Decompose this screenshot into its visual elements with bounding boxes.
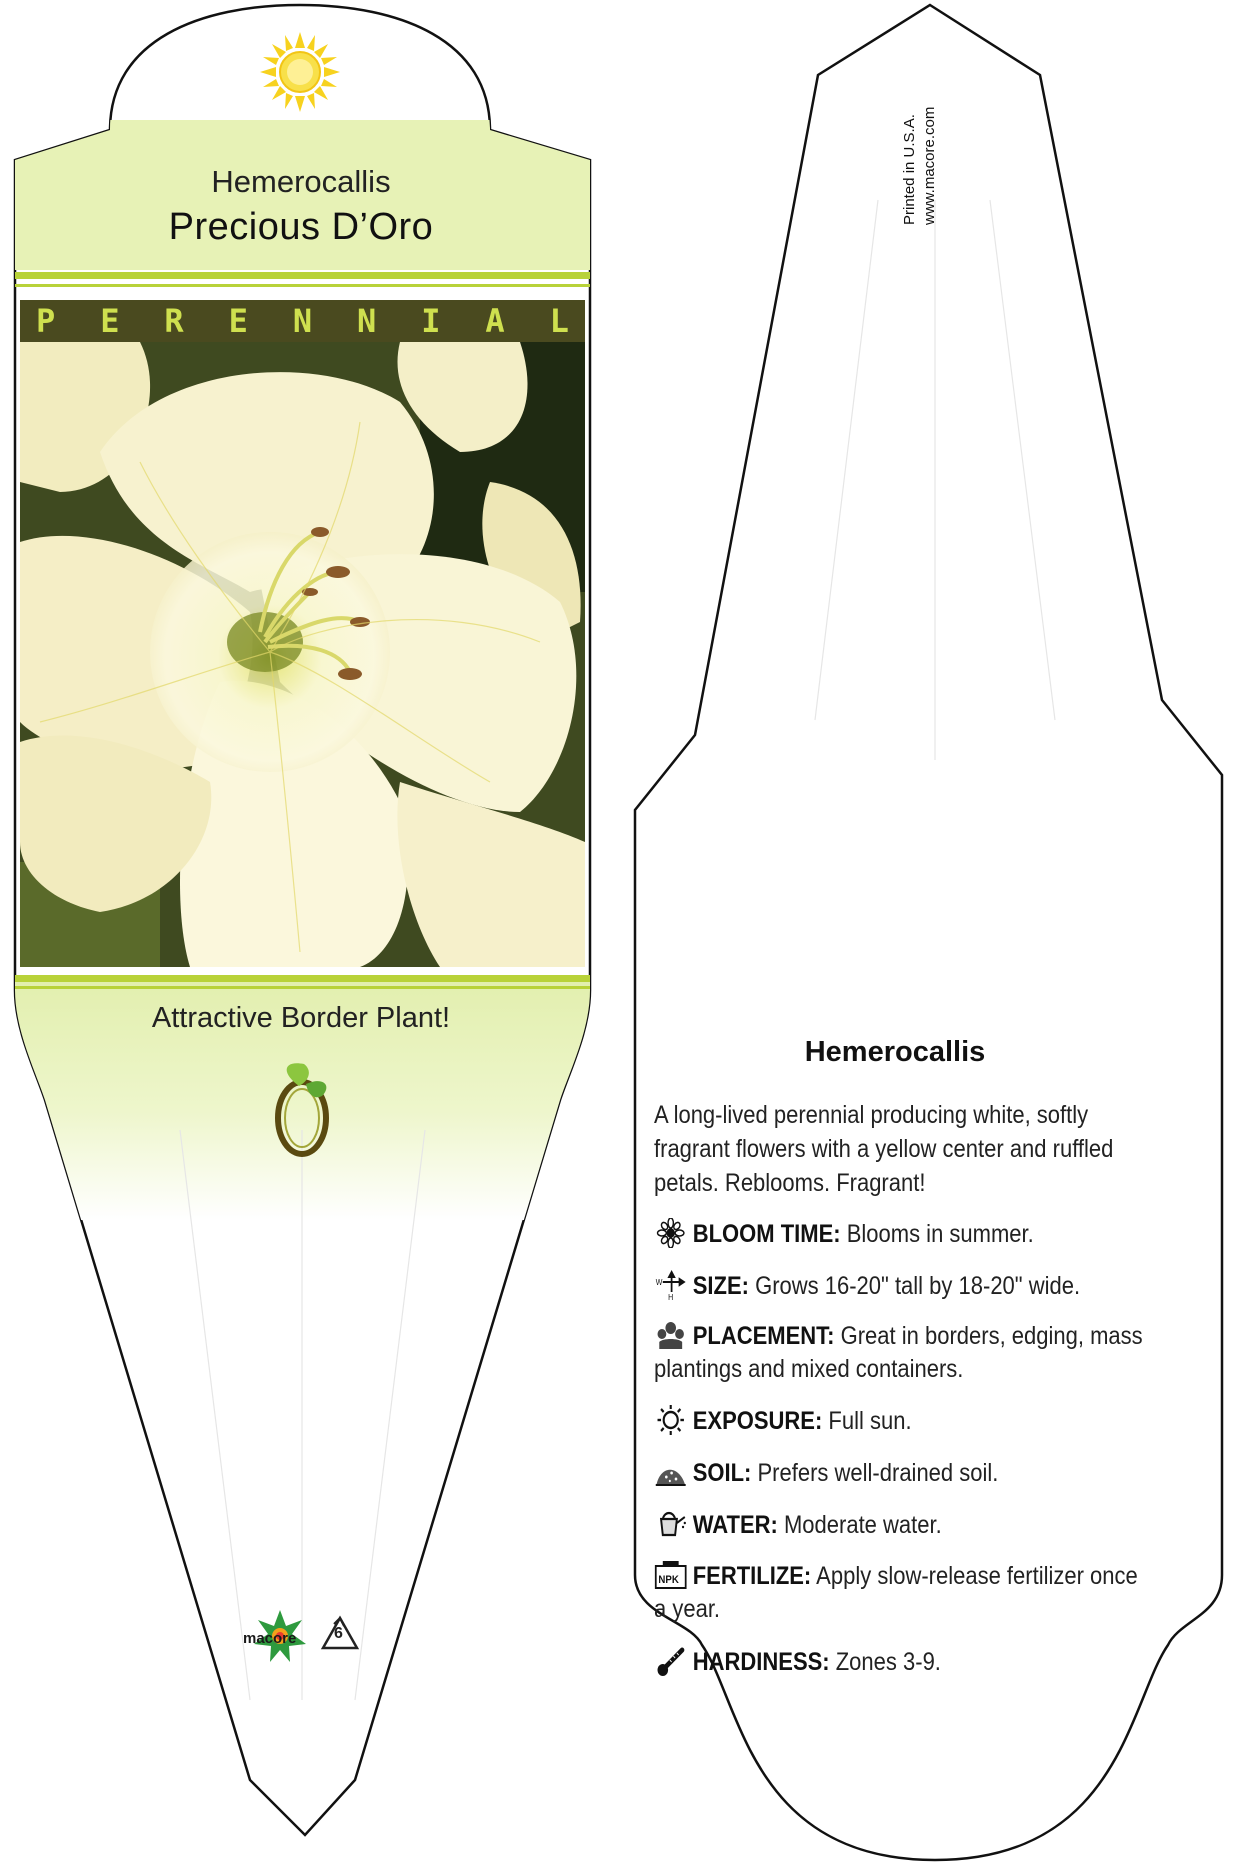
care-text: Apply slow-release fertilizer once a year. [654,1562,1138,1623]
plant-description: A long-lived perennial producing white, softly fragrant flowers with a yellow center and ruffled petals. Reblooms. Fragrant! [654,1101,1114,1197]
svg-text:NPK: NPK [658,1574,679,1587]
care-text: Blooms in summer. [846,1220,1034,1248]
care-label: HARDINESS: [692,1648,830,1676]
sun-outline-icon [654,1405,687,1435]
category-letter: L [549,302,569,340]
back-title: Hemerocallis [804,1036,986,1068]
print-note [900,25,940,225]
front-variety: Precious D’Oro [168,206,434,248]
front-genus: Hemerocallis [211,164,391,199]
thermometer-icon [654,1646,687,1676]
perennial-band [20,300,585,342]
recycle-code: 6 [334,1625,343,1642]
care-text: Zones 3-9. [835,1648,941,1676]
care-label: SOIL: [692,1459,752,1487]
care-text: Moderate water. [783,1511,942,1539]
care-label: FERTILIZE: [692,1562,812,1590]
care-text: Full sun. [828,1407,912,1435]
care-bloom-time [654,1218,1147,1251]
care-size [654,1270,1147,1303]
category-letter: N [292,302,313,340]
care-soil [654,1457,1147,1490]
npk-icon [654,1560,687,1590]
watering-can-icon [654,1509,687,1539]
care-placement [654,1320,1147,1386]
soil-icon [654,1457,687,1487]
category-letter: A [485,302,505,340]
care-fertilize [654,1560,1147,1626]
category-letter: E [100,302,120,340]
category-letter: I [421,302,441,340]
print-note-country: Printed in U.S.A. [901,114,918,225]
print-note-url: www.macore.com [921,106,938,225]
care-hardiness [654,1646,1147,1679]
care-text: Grows 16-20" tall by 18-20" wide. [755,1272,1081,1300]
brand-name: macore [243,1630,297,1647]
care-text: Prefers well-drained soil. [757,1459,999,1487]
care-label: PLACEMENT: [692,1322,835,1350]
plants-icon [654,1320,687,1350]
category-letter: E [228,302,248,340]
daylily-photo [20,342,585,967]
care-label: BLOOM TIME: [692,1220,841,1248]
care-text: Great in borders, edging, mass plantings and mixed containers. [654,1322,1143,1383]
flower-icon [654,1218,687,1248]
care-water [654,1509,1147,1542]
care-label: WATER: [692,1511,778,1539]
front-tagline: Attractive Border Plant! [151,1002,451,1034]
care-label: SIZE: [692,1272,749,1300]
svg-text:W: W [655,1277,663,1288]
category-letter: N [357,302,377,340]
care-exposure [654,1405,1147,1438]
sun-icon [260,32,340,112]
care-label: EXPOSURE: [692,1407,823,1435]
category-letter: R [164,302,184,340]
size-arrows-icon [654,1270,687,1300]
category-letter: P [36,302,56,340]
svg-text:H: H [668,1292,674,1300]
